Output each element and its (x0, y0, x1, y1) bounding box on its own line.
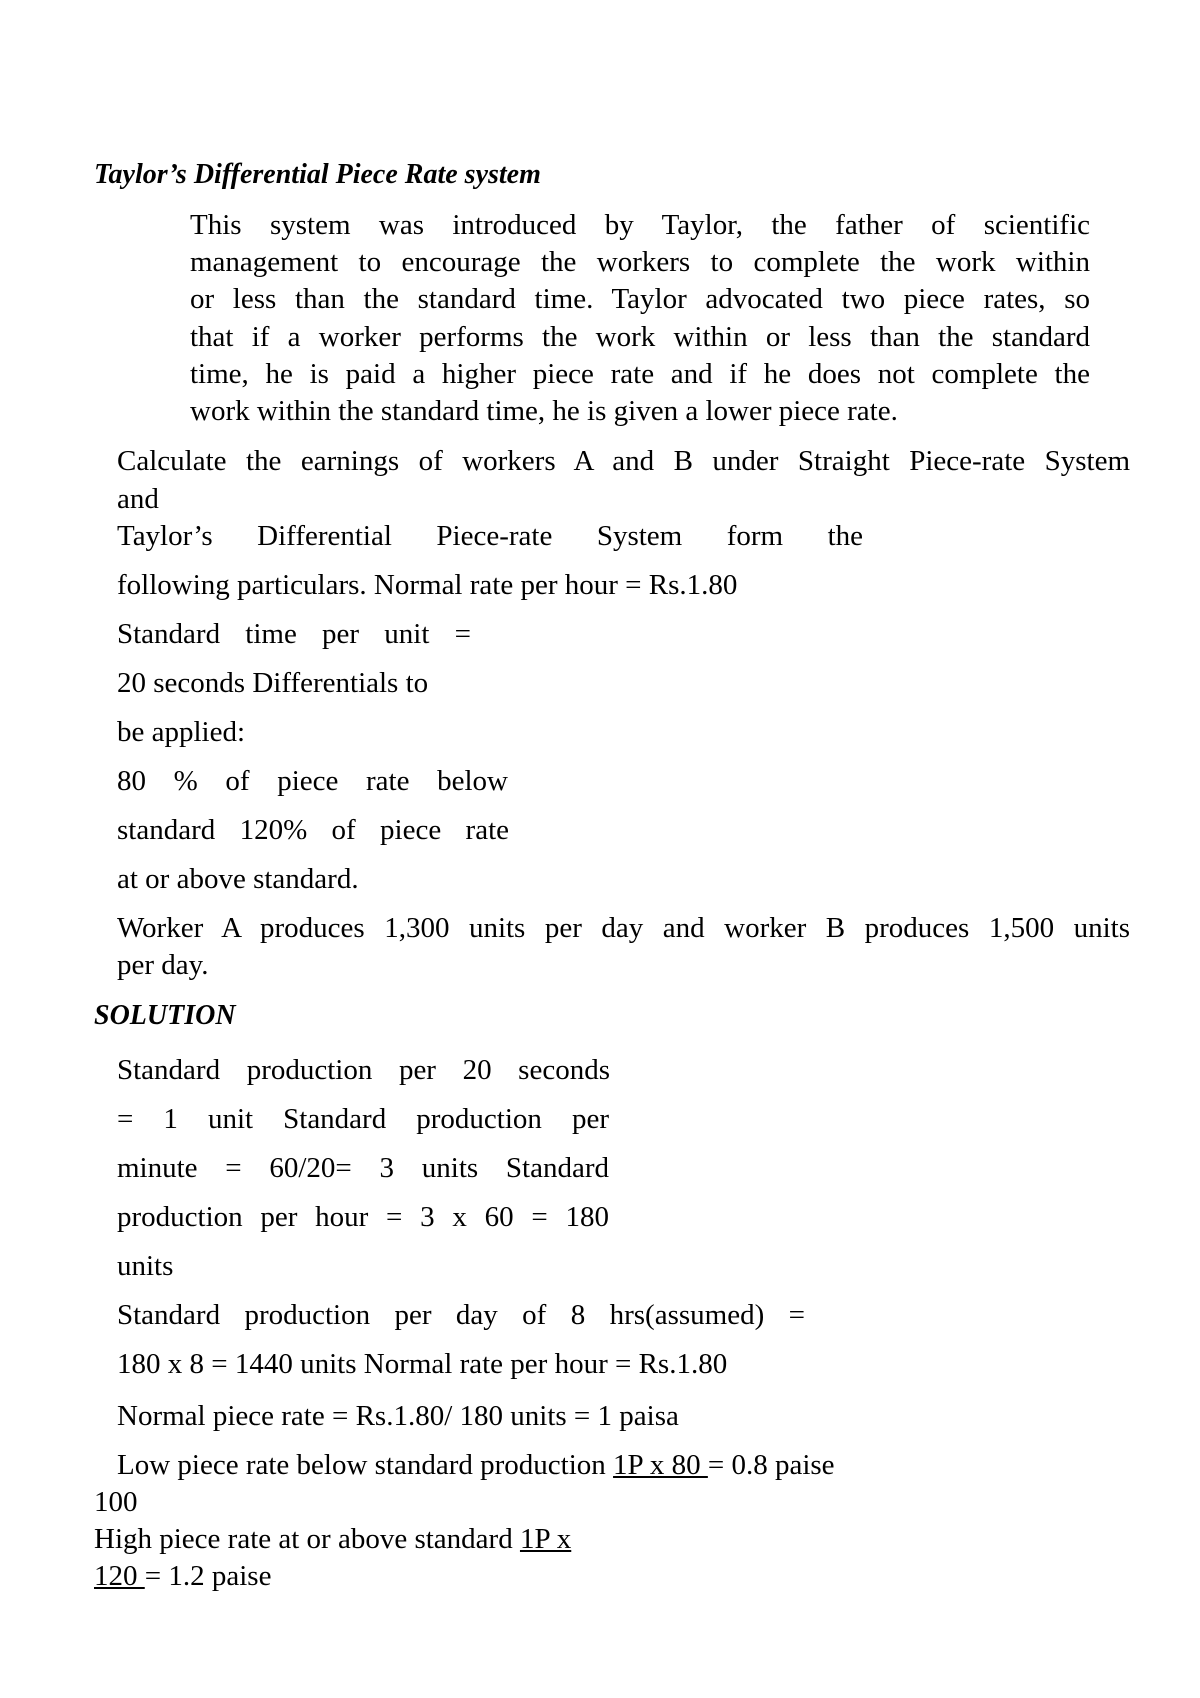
question-line: and (117, 483, 159, 515)
question-line: Worker A produces 1,300 units per day and worker B produces 1,500 units (117, 912, 1130, 944)
intro-line: This system was introduced by Taylor, the father of scientific (190, 209, 1090, 241)
high-piece-rate-result: = 1.2 paise (144, 1560, 272, 1592)
high-piece-rate-numerator: 1P x (519, 1523, 572, 1555)
low-piece-rate-line (117, 1448, 835, 1482)
solution-line: Standard production per day of 8 hrs(assumed) = (117, 1299, 805, 1331)
low-piece-rate-numerator: 1P x 80 (613, 1449, 708, 1481)
question-line: 80 % of piece rate below (117, 765, 508, 797)
question-line: at or above standard. (117, 863, 359, 895)
high-piece-rate-result-line (94, 1559, 271, 1593)
question-line: Calculate the earnings of workers A and B under Straight Piece-rate System (117, 445, 1130, 477)
solution-line: minute = 60/20= 3 units Standard (117, 1152, 609, 1184)
question-line: per day. (117, 949, 209, 981)
intro-line: work within the standard time, he is given a lower piece rate. (190, 395, 898, 427)
intro-line: that if a worker performs the work within or less than the standard (190, 321, 1090, 353)
low-piece-rate-denominator: 100 (94, 1486, 138, 1518)
question-line: following particulars. Normal rate per hour = Rs.1.80 (117, 569, 738, 601)
intro-line: or less than the standard time. Taylor advocated two piece rates, so (190, 283, 1090, 315)
low-piece-rate-result: = 0.8 paise (707, 1449, 835, 1481)
solution-heading: SOLUTION (94, 1000, 236, 1031)
solution-line: units (117, 1250, 174, 1282)
question-line: be applied: (117, 716, 246, 748)
solution-line: = 1 unit Standard production per (117, 1103, 609, 1135)
low-piece-rate-label: Low piece rate below standard production (117, 1449, 614, 1481)
solution-line: Normal piece rate = Rs.1.80/ 180 units = 1 paisa (117, 1400, 679, 1432)
high-piece-rate-label: High piece rate at or above standard (94, 1523, 520, 1555)
section-title: Taylor’s Differential Piece Rate system (94, 159, 541, 190)
solution-line: 180 x 8 = 1440 units Normal rate per hour = Rs.1.80 (117, 1348, 728, 1380)
intro-line: management to encourage the workers to complete the work within (190, 246, 1090, 278)
question-line: 20 seconds Differentials to (117, 667, 429, 699)
solution-line: production per hour = 3 x 60 = 180 (117, 1201, 609, 1233)
high-piece-rate-line (94, 1522, 571, 1556)
question-line: standard 120% of piece rate (117, 814, 509, 846)
question-line: Taylor’s Differential Piece-rate System form the (117, 520, 863, 552)
question-line: Standard time per unit = (117, 618, 471, 650)
high-piece-rate-denominator: 120 (94, 1560, 145, 1592)
intro-line: time, he is paid a higher piece rate and if he does not complete the (190, 358, 1090, 390)
solution-line: Standard production per 20 seconds (117, 1054, 610, 1086)
